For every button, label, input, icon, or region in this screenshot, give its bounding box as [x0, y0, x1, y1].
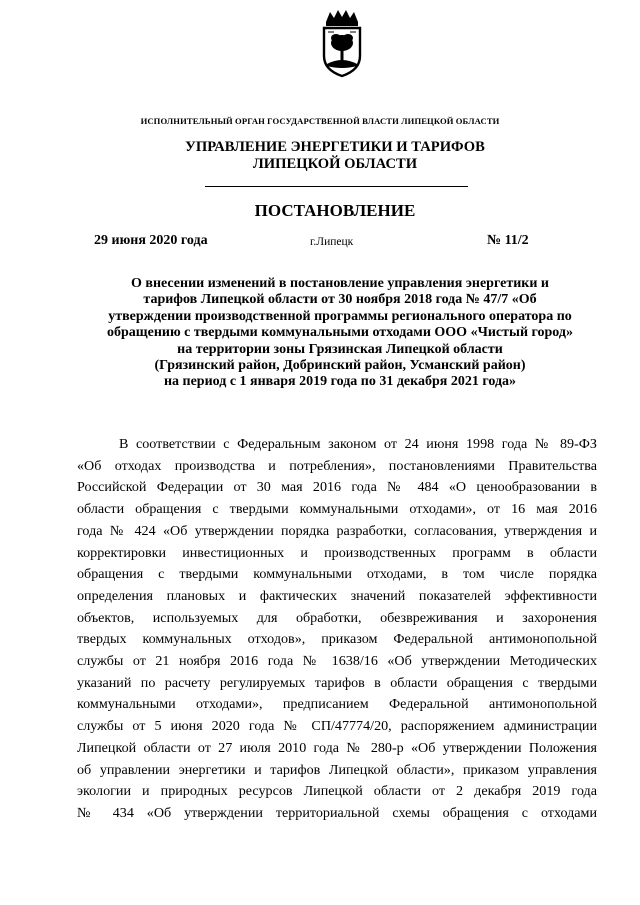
- title-line: обращению с твердыми коммунальными отходами ООО «Чистый город»: [107, 325, 573, 341]
- body-line: определения плановых и фактических значений показателей эффективности: [77, 587, 597, 604]
- body-line: объектов, используемых для обработки, обезвреживания и захоронения: [77, 609, 597, 626]
- body-line: корректировки инвестиционных и производственных программ в области: [77, 544, 597, 561]
- body-line: службы от 21 ноября 2016 года № 1638/16 «Об утверждении Методических: [77, 653, 597, 670]
- body-line: службы от 5 июня 2020 года № СП/47774/20, распоряжением администрации: [77, 718, 597, 735]
- body-line: экологии и природных ресурсов Липецкой области от 2 декабря 2019 года: [77, 783, 597, 800]
- body-line: коммунальными отходами», предписанием Федеральной антимонопольной: [77, 696, 597, 713]
- document-city: г.Липецк: [310, 236, 354, 248]
- coat-of-arms-icon: [318, 8, 366, 78]
- title-line: (Грязинский район, Добринский район, Усманский район): [154, 358, 526, 374]
- title-line: на период с 1 января 2019 года по 31 декабря 2021 года»: [163, 374, 517, 390]
- body-line: Российской Федерации от 30 мая 2016 года № 484 «О ценообразовании в: [77, 479, 597, 496]
- department-name: [0, 139, 640, 173]
- body-line: «Об отходах производства и потребления», постановлениями Правительства: [77, 457, 597, 474]
- header-divider: [205, 186, 468, 187]
- title-line: О внесении изменений в постановление управления энергетики и: [131, 276, 549, 291]
- title-line: на территории зоны Грязинская Липецкой области: [177, 341, 503, 357]
- body-line: Липецкой области от 27 июля 2010 года № 280-р «Об утверждении Положения: [77, 739, 597, 756]
- department-name-line: ЛИПЕЦКОЙ ОБЛАСТИ: [252, 156, 418, 172]
- body-line: года № 424 «Об утверждении порядка разработки, согласования, утверждения и: [77, 522, 597, 539]
- body-line: № 434 «Об утверждении территориальной схемы обращения с отходами: [77, 804, 597, 821]
- body-line: обращения с твердыми коммунальными отходами, в том числе порядка: [77, 566, 597, 583]
- body-line: В соответствии с Федеральным законом от 24 июня 1998 года № 89-ФЗ: [119, 436, 597, 452]
- body-line: твердых коммунальных отходов», приказом Федеральной антимонопольной: [77, 631, 597, 648]
- body-text: [77, 434, 597, 825]
- document-number: № 11/2: [487, 233, 529, 248]
- issuing-authority: ИСПОЛНИТЕЛЬНЫЙ ОРГАН ГОСУДАРСТВЕННОЙ ВЛАСТИ ЛИПЕЦКОЙ ОБЛАСТИ: [140, 116, 500, 126]
- title-line: тарифов Липецкой области от 30 ноября 2018 года № 47/7 «Об: [143, 292, 537, 308]
- body-line: области обращения с твердыми коммунальными отходами», от 16 мая 2016: [77, 501, 597, 518]
- document-title: [70, 276, 610, 391]
- title-line: утверждении производственной программы регионального оператора по: [108, 308, 572, 324]
- document-date: 29 июня 2020 года: [94, 233, 208, 248]
- document-type: ПОСТАНОВЛЕНИЕ: [254, 201, 416, 220]
- department-name-line: УПРАВЛЕНИЕ ЭНЕРГЕТИКИ И ТАРИФОВ: [185, 139, 485, 155]
- body-line: об управлении энергетики и тарифов Липецкой области», приказом управления: [77, 761, 597, 778]
- body-line: указаний по расчету регулируемых тарифов в области обращения с твердыми: [77, 674, 597, 691]
